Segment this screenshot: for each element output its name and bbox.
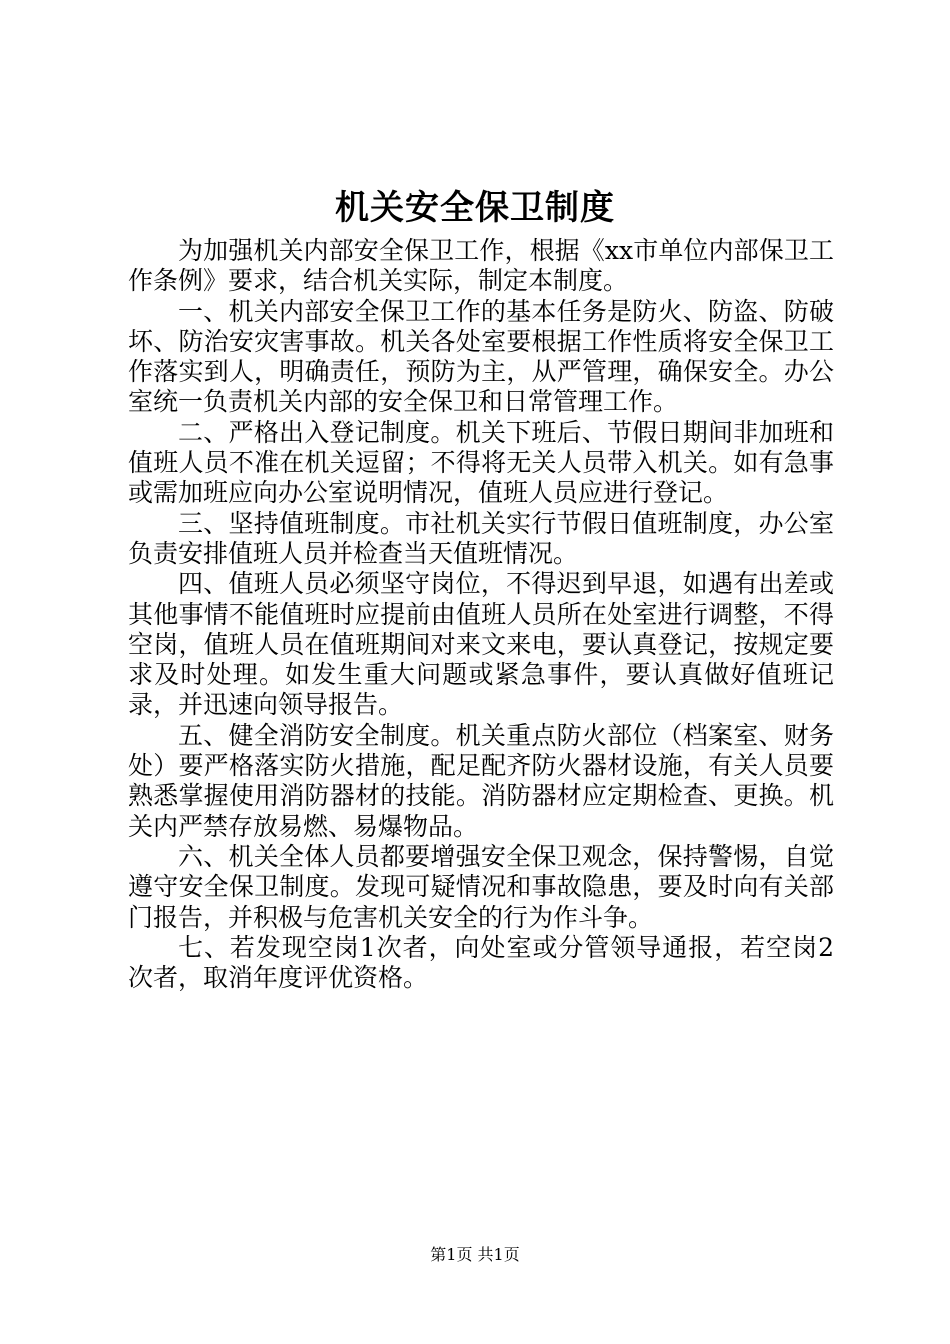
paragraph-6: 六、机关全体人员都要增强安全保卫观念，保持警惕，自觉遵守安全保卫制度。发现可疑情况和事故隐患，要及时向有关部门报告，并积极与危害机关安全的行为作斗争。 — [128, 841, 834, 932]
paragraph-5: 五、健全消防安全制度。机关重点防火部位（档案室、财务处）要严格落实防火措施，配足配齐防火器材设施，有关人员要熟悉掌握使用消防器材的技能。消防器材应定期检查、更换。机关内严禁存放易燃、易爆物品。 — [128, 720, 834, 841]
document-body — [128, 236, 834, 993]
paragraph-7: 七、若发现空岗1次者，向处室或分管领导通报，若空岗2次者，取消年度评优资格。 — [128, 932, 834, 993]
page-footer: 第1页 共1页 — [430, 1245, 520, 1264]
document-title: 机关安全保卫制度 — [335, 188, 615, 228]
paragraph-4: 四、值班人员必须坚守岗位，不得迟到早退，如遇有出差或其他事情不能值班时应提前由值班人员所在处室进行调整，不得空岗，值班人员在值班期间对来文来电，要认真登记，按规定要求及时处理。如发生重大问题或紧急事件，要认真做好值班记录，并迅速向领导报告。 — [128, 569, 834, 720]
paragraph-intro: 为加强机关内部安全保卫工作，根据《xx市单位内部保卫工作条例》要求，结合机关实际，制定本制度。 — [128, 236, 834, 296]
paragraph-3: 三、坚持值班制度。市社机关实行节假日值班制度，办公室负责安排值班人员并检查当天值班情况。 — [128, 508, 834, 568]
paragraph-2: 二、严格出入登记制度。机关下班后、节假日期间非加班和值班人员不准在机关逗留；不得将无关人员带入机关。如有急事或需加班应向办公室说明情况，值班人员应进行登记。 — [128, 417, 834, 508]
paragraph-1: 一、机关内部安全保卫工作的基本任务是防火、防盗、防破坏、防治安灾害事故。机关各处室要根据工作性质将安全保卫工作落实到人，明确责任，预防为主，从严管理，确保安全。办公室统一负责机关内部的安全保卫和日常管理工作。 — [128, 296, 834, 417]
